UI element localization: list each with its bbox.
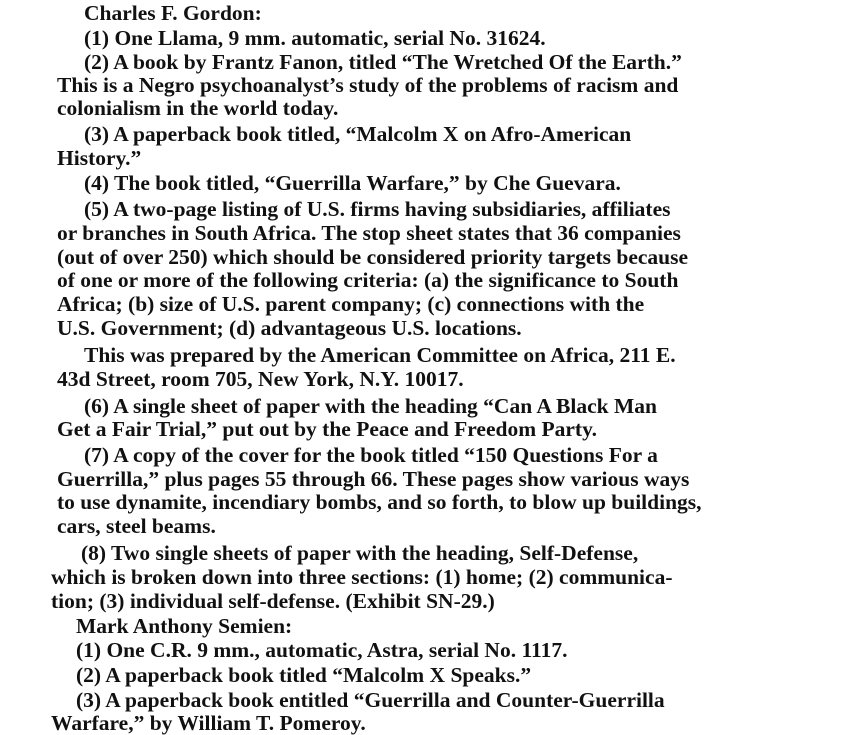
text-line: to use dynamite, incendiary bombs, and so forth, to blow up buildings, xyxy=(57,490,702,514)
text-line: (4) The book titled, “Guerrilla Warfare,” by Che Guevara. xyxy=(84,171,621,195)
text-line: (1) One Llama, 9 mm. automatic, serial No. 31624. xyxy=(84,26,546,50)
text-line: (out of over 250) which should be considered priority targets because xyxy=(57,245,689,269)
text-line: or branches in South Africa. The stop sheet states that 36 companies xyxy=(57,221,681,245)
text-line: (1) One C.R. 9 mm., automatic, Astra, serial No. 1117. xyxy=(76,638,568,662)
text-line: 43d Street, room 705, New York, N.Y. 10017. xyxy=(57,367,464,391)
text-line: Get a Fair Trial,” put out by the Peace and Freedom Party. xyxy=(57,417,598,441)
text-line: colonialism in the world today. xyxy=(57,96,339,120)
text-line: (7) A copy of the cover for the book titled “150 Questions For a xyxy=(84,443,658,467)
text-line: tion; (3) individual self-defense. (Exhibit SN-29.) xyxy=(51,589,495,613)
text-line: which is broken down into three sections: (1) home; (2) communica- xyxy=(51,565,673,589)
text-line: of one or more of the following criteria: (a) the significance to South xyxy=(57,268,679,292)
text-line: U.S. Government; (d) advantageous U.S. locations. xyxy=(57,316,522,340)
text-line: (6) A single sheet of paper with the heading “Can A Black Man xyxy=(84,394,657,418)
text-line: This was prepared by the American Committee on Africa, 211 E. xyxy=(84,343,676,367)
text-line: cars, steel beams. xyxy=(57,514,216,538)
text-line: Mark Anthony Semien: xyxy=(76,614,293,638)
text-line: History.” xyxy=(57,146,142,170)
text-line: (3) A paperback book entitled “Guerrilla and Counter-Guerrilla xyxy=(76,688,665,712)
text-line: (3) A paperback book titled, “Malcolm X on Afro-American xyxy=(84,122,632,146)
text-line: Africa; (b) size of U.S. parent company; (c) connections with the xyxy=(57,292,645,316)
text-line: (5) A two-page listing of U.S. firms having subsidiaries, affiliates xyxy=(84,197,671,221)
text-line: Guerrilla,” plus pages 55 through 66. These pages show various ways xyxy=(57,467,690,491)
text-line: (2) A paperback book titled “Malcolm X Speaks.” xyxy=(76,663,532,687)
text-line: Warfare,” by William T. Pomeroy. xyxy=(51,711,366,735)
text-line: Charles F. Gordon: xyxy=(84,1,262,25)
text-line: (2) A book by Frantz Fanon, titled “The Wretched Of the Earth.” xyxy=(84,50,682,74)
text-line: This is a Negro psychoanalyst’s study of the problems of racism and xyxy=(57,73,679,97)
text-line: (8) Two single sheets of paper with the heading, Self-Defense, xyxy=(81,541,639,565)
